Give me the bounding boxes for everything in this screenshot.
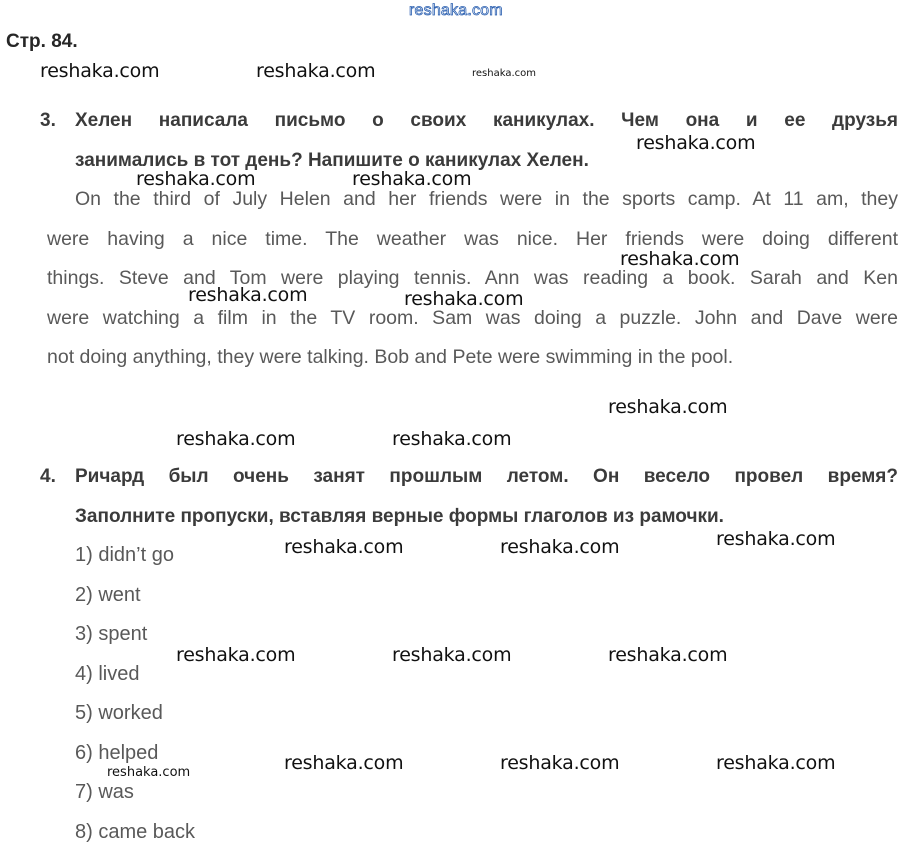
watermark: reshaka.com [40,60,160,82]
paragraph-line: things. Steve and Tom were playing tennis. Ann was reading a book. Sarah and Ken [47,267,898,289]
answer-item: 6) helped [75,742,159,764]
watermark: reshaka.com [500,536,620,558]
answer-item: 1) didn’t go [75,544,174,566]
paragraph-line: were having a nice time. The weather was nice. Her friends were doing different [47,228,898,250]
task-3-heading-line: Хелен написала письмо о своих каникулах. Чем она и ее друзья [75,110,898,131]
watermark: reshaka.com [136,168,256,190]
task-4-number: 4. [40,466,56,487]
watermark: reshaka.com [176,428,296,450]
task-3-number: 3. [40,110,56,131]
site-header[interactable]: reshaka.com [409,2,503,19]
watermark: reshaka.com [404,288,524,310]
watermark: reshaka.com [392,644,512,666]
watermark: reshaka.com [352,168,472,190]
watermark: reshaka.com [392,428,512,450]
watermark: reshaka.com [620,248,740,270]
watermark: reshaka.com [636,132,756,154]
watermark: reshaka.com [176,644,296,666]
watermark: reshaka.com [608,396,728,418]
watermark: reshaka.com [256,60,376,82]
watermark: reshaka.com [716,528,836,550]
page-label: Стр. 84. [6,31,78,52]
answer-item: 8) came back [75,821,196,843]
task-4-heading-line: Ричард был очень занят прошлым летом. Он весело провел время? [75,466,898,487]
task-3-heading-line: занимались в тот день? Напишите о каникулах Хелен. [75,150,589,171]
answer-item: 7) was [75,781,134,803]
answer-item: 3) spent [75,623,148,645]
watermark-small: reshaka.com [472,68,536,79]
task-4-heading-line: Заполните пропуски, вставляя верные формы глаголов из рамочки. [75,506,724,527]
watermark: reshaka.com [716,752,836,774]
watermark: reshaka.com [284,752,404,774]
watermark: reshaka.com [188,284,308,306]
answer-item: 4) lived [75,663,140,685]
watermark: reshaka.com [500,752,620,774]
watermark-small: reshaka.com [107,765,191,780]
watermark: reshaka.com [284,536,404,558]
answer-item: 5) worked [75,702,163,724]
paragraph-line: not doing anything, they were talking. Bob and Pete were swimming in the pool. [47,346,734,368]
paragraph-line: On the third of July Helen and her friends were in the sports camp. At 11 am, they [75,188,898,210]
watermark: reshaka.com [608,644,728,666]
paragraph-line: were watching a film in the TV room. Sam was doing a puzzle. John and Dave were [47,307,898,329]
answer-item: 2) went [75,584,141,606]
